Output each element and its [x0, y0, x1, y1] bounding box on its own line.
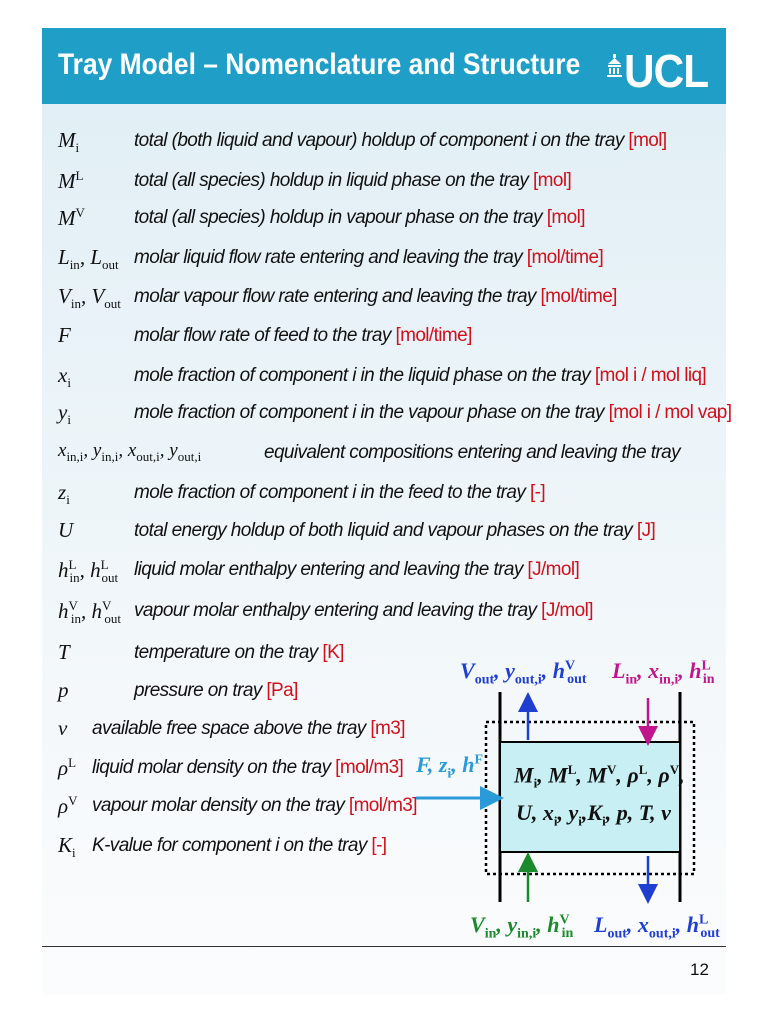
- symbol: v: [58, 716, 68, 740]
- row-description: total energy holdup of both liquid and vapour phases on the tray: [134, 520, 637, 541]
- symbol: $x_{in,i}$, $y_{in,i}$, $x_{out,i}$, $y_{out,i}$: [58, 440, 202, 464]
- page-number: 12: [690, 960, 709, 979]
- row-description: total (all species) holdup in liquid phase on the tray: [134, 170, 533, 191]
- tray-diagram: [400, 650, 730, 950]
- symbol: $x_i$: [58, 363, 71, 391]
- row-unit: [J/mol]: [527, 559, 580, 580]
- row-description: mole fraction of component i in the vapour phase on the tray: [134, 402, 609, 423]
- vapour-in-label: $V_{in}$, $y_{in,i}$, $h^V_{in}$: [470, 912, 574, 942]
- row-unit: [mol/m3]: [348, 795, 417, 816]
- portico-icon: [606, 52, 624, 78]
- row-description: mole fraction of component i in the liquid phase on the tray: [134, 365, 595, 386]
- row-unit: [mol]: [628, 130, 667, 151]
- symbol: $M^L$: [58, 168, 84, 193]
- symbol: $\rho^V$: [58, 793, 78, 818]
- row-unit: [mol/time]: [540, 286, 617, 307]
- row-description: liquid molar density on the tray: [92, 757, 336, 778]
- row-unit: [m3]: [370, 718, 405, 739]
- row-unit: [mol]: [532, 170, 572, 191]
- row-unit: [mol i / mol vap]: [608, 402, 732, 423]
- row-unit: [mol]: [546, 207, 585, 228]
- symbol: F: [58, 323, 71, 347]
- symbol: p: [58, 678, 69, 702]
- liquid-in-label: $L_{in}$, $x_{in,i}$, $h^L_{in}$: [612, 658, 715, 688]
- row-description: molar liquid flow rate entering and leaving the tray: [134, 247, 527, 268]
- vapour-out-label: $V_{out}$, $y_{out,i}$, $h^V_{out}$: [460, 658, 587, 688]
- feed-label: F, $z_i$, $h^F$: [416, 752, 484, 782]
- symbol: $y_i$: [58, 400, 71, 428]
- row-unit: [mol/time]: [526, 247, 604, 268]
- row-unit: [Pa]: [266, 680, 298, 701]
- row-description: equivalent compositions entering and leaving the tray: [264, 442, 681, 463]
- row-unit: [mol/m3]: [335, 757, 404, 778]
- row-description: molar vapour flow rate entering and leaving the tray: [134, 286, 541, 307]
- row-description: pressure on tray: [134, 680, 267, 701]
- symbol: $M^V$: [58, 205, 85, 230]
- row-description: total (all species) holdup in vapour phase on the tray: [134, 207, 547, 228]
- row-description: vapour molar enthalpy entering and leaving the tray: [134, 600, 542, 621]
- symbol: U: [58, 518, 74, 542]
- row-unit: [J]: [636, 520, 656, 541]
- row-description: molar flow rate of feed to the tray: [134, 325, 396, 346]
- tray-state-variables: U, $x_i$, $y_i,K_i$, p, T, v: [516, 800, 671, 829]
- row-description: vapour molar density on the tray: [92, 795, 349, 816]
- row-description: temperature on the tray: [134, 642, 323, 663]
- footer-divider: [42, 946, 726, 947]
- symbol: $M_i$: [58, 128, 80, 156]
- row-unit: [J/mol]: [541, 600, 593, 621]
- liquid-out-label: $L_{out}$, $x_{out,i}$, $h^L_{out}$: [594, 912, 720, 942]
- tray-state-variables: $M_i$, $M^L$, $M^V$, $\rho^L$, $\rho^V$,: [514, 762, 685, 791]
- symbol: $z_i$: [58, 480, 70, 508]
- symbol: $L_{in}$, $L_{out}$: [58, 245, 119, 273]
- row-unit: [mol i / mol liq]: [594, 365, 707, 386]
- symbol: T: [58, 640, 70, 664]
- symbol: $h^V_{in}$, $h^V_{out}$: [58, 598, 122, 627]
- page-title: Tray Model – Nomenclature and Structure: [58, 48, 581, 81]
- row-unit: [mol/time]: [395, 325, 472, 346]
- row-unit: [-]: [529, 482, 546, 503]
- row-unit: [K]: [322, 642, 344, 663]
- symbol: $V_{in}$, $V_{out}$: [58, 284, 121, 312]
- row-description: total (both liquid and vapour) holdup of component i on the tray: [134, 130, 629, 151]
- symbol: $K_i$: [58, 833, 76, 861]
- row-description: liquid molar enthalpy entering and leaving the tray: [134, 559, 528, 580]
- row-description: mole fraction of component i in the feed to the tray: [134, 482, 530, 503]
- row-unit: [-]: [371, 835, 387, 856]
- row-description: available free space above the tray: [92, 718, 371, 739]
- logo-text: UCL: [624, 45, 709, 97]
- symbol: $h^L_{in}$, $h^L_{out}$: [58, 557, 119, 586]
- row-description: K-value for component i on the tray: [92, 835, 372, 856]
- symbol: $\rho^L$: [58, 755, 77, 780]
